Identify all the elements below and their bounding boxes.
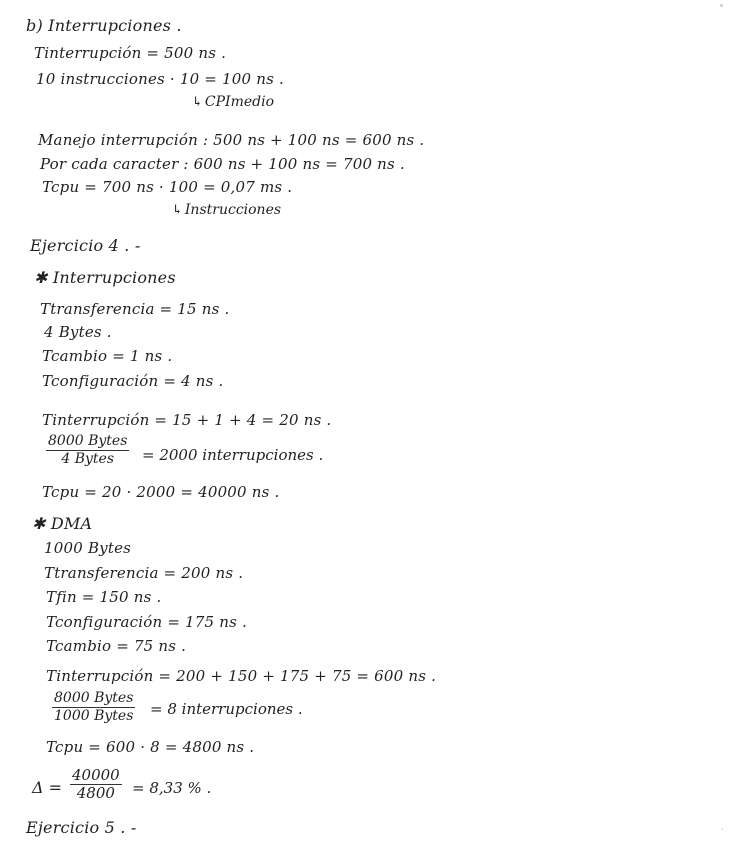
ej4-int-fraction <box>46 433 129 468</box>
ej4-int-t-interrupcion: Tinterrupción = 15 + 1 + 4 = 20 ns . <box>42 411 332 429</box>
ej4-int-frac-result: = 2000 interrupciones . <box>142 446 324 464</box>
hook-arrow-icon: ↳ <box>172 202 183 218</box>
ej4-int-tcpu: Tcpu = 20 · 2000 = 40000 ns . <box>42 483 280 501</box>
ej4-dma-frac-den: 1000 Bytes <box>54 708 134 724</box>
ej4-dma-bytes: 1000 Bytes <box>44 539 132 557</box>
ej4-delta-fraction <box>70 767 122 802</box>
ej4-delta-den: 4800 <box>76 784 115 802</box>
ej4-int-bytes: 4 Bytes . <box>44 323 112 341</box>
ej4-dma-transferencia: Ttransferencia = 200 ns . <box>44 564 244 582</box>
b-cpi-note-text: CPImedio <box>204 94 274 110</box>
ej4-dma-frac-num: 8000 Bytes <box>54 690 134 706</box>
ej4-dma-cambio: Tcambio = 75 ns . <box>46 637 187 655</box>
ej4-heading: Ejercicio 4 . - <box>30 236 141 255</box>
b-instrucciones: 10 instrucciones · 10 = 100 ns . <box>36 70 284 88</box>
b-cpi-note <box>192 94 274 110</box>
ej4-delta-num: 40000 <box>72 766 120 784</box>
ej4-int-frac-num: 8000 Bytes <box>48 433 128 449</box>
b-instr-note-text: Instrucciones <box>184 202 282 218</box>
ej4-int-transferencia: Ttransferencia = 15 ns . <box>40 300 230 318</box>
ej5-heading: Ejercicio 5 . - <box>26 818 137 837</box>
b-manejo: Manejo interrupción : 500 ns + 100 ns = 600 ns . <box>38 131 425 149</box>
b-instr-note <box>172 202 281 218</box>
ej4-int-configuracion: Tconfiguración = 4 ns . <box>42 372 224 390</box>
scan-speck <box>720 4 723 7</box>
ej4-int-frac-den: 4 Bytes <box>61 451 115 467</box>
scan-speck-bottom <box>721 828 723 830</box>
ej4-dma-t-interrupcion: Tinterrupción = 200 + 150 + 175 + 75 = 600 ns . <box>46 667 437 685</box>
ej4-dma-fraction <box>52 690 135 725</box>
ej4-delta-lhs: Δ = <box>32 778 63 797</box>
b-tcpu: Tcpu = 700 ns · 100 = 0,07 ms . <box>42 178 293 196</box>
ej4-int-cambio: Tcambio = 1 ns . <box>42 347 173 365</box>
ej4-dma-tcpu: Tcpu = 600 · 8 = 4800 ns . <box>46 738 255 756</box>
hook-arrow-icon: ↳ <box>192 94 203 110</box>
ej4-dma-title: ✱ DMA <box>32 514 93 533</box>
b-t-interrupcion: Tinterrupción = 500 ns . <box>34 44 227 62</box>
ej4-delta-result: = 8,33 % . <box>132 779 212 797</box>
ej4-interrupciones-title: ✱ Interrupciones <box>34 268 176 287</box>
section-b-heading: b) Interrupciones . <box>26 16 182 35</box>
ej4-dma-frac-result: = 8 interrupciones . <box>150 700 303 718</box>
ej4-dma-fin: Tfin = 150 ns . <box>46 588 162 606</box>
ej4-dma-configuracion: Tconfiguración = 175 ns . <box>46 613 247 631</box>
b-por-cada: Por cada caracter : 600 ns + 100 ns = 700 ns . <box>40 155 405 173</box>
